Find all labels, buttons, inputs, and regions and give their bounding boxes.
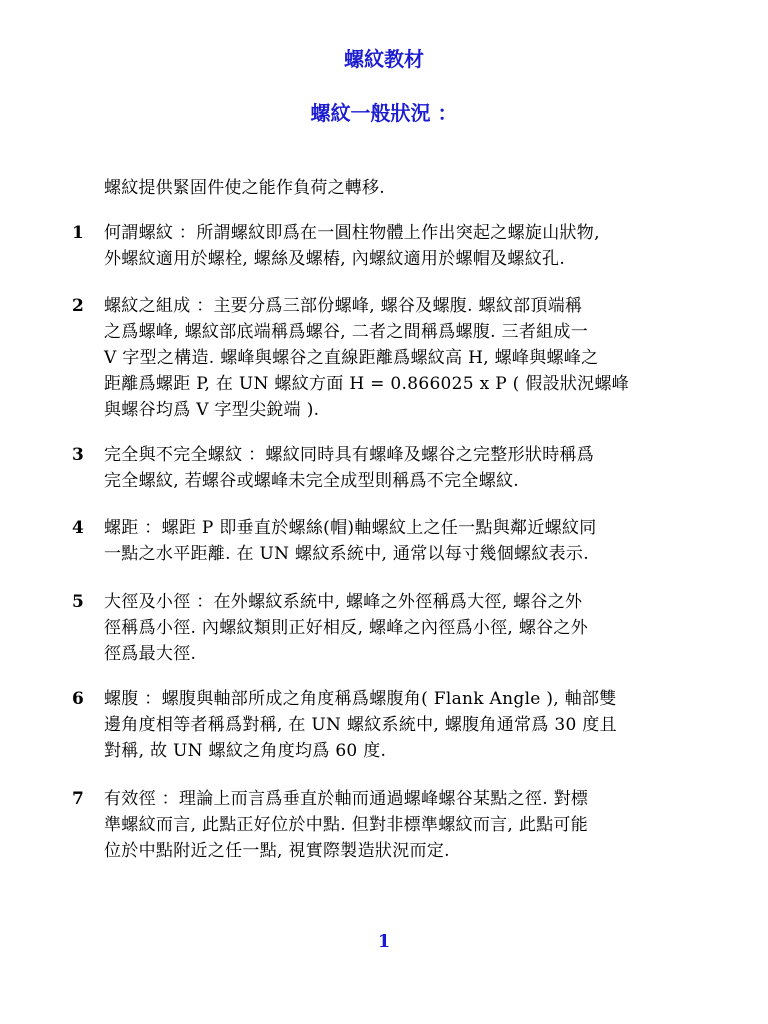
- item-text: [104, 589, 588, 667]
- section-heading: 螺紋一般狀況 ：: [310, 101, 458, 125]
- item-line: 一點之水平距離. 在 UN 螺紋系統中, 通常以每寸幾個螺紋表示.: [104, 544, 589, 564]
- item-number: 7: [72, 789, 84, 809]
- item-text: [104, 442, 594, 494]
- item-line: 有效徑 ：理論上而言爲垂直於軸而通過螺峰螺谷某點之徑. 對標: [104, 789, 589, 809]
- item-line: 完全與不完全螺紋 ：螺紋同時具有螺峰及螺谷之完整形狀時稱爲: [104, 445, 595, 465]
- item-line: 外螺紋適用於螺栓, 螺絲及螺樁, 內螺紋適用於螺帽及螺紋孔.: [104, 249, 566, 269]
- item-number: 6: [72, 689, 84, 709]
- item-line: 之爲螺峰, 螺紋部底端稱爲螺谷, 二者之間稱爲螺腹. 三者組成一: [104, 322, 589, 342]
- item-text: [104, 786, 588, 864]
- item-text: [104, 515, 597, 567]
- item-line: 螺紋之組成 ：主要分爲三部份螺峰, 螺谷及螺腹. 螺紋部頂端稱: [104, 296, 583, 316]
- item-text: [104, 686, 617, 764]
- item-line: 與螺谷均爲 V 字型尖銳端 ).: [104, 400, 320, 420]
- item-line: 完全螺紋, 若螺谷或螺峰未完全成型則稱爲不完全螺紋.: [104, 471, 520, 491]
- item-number: 5: [72, 592, 84, 612]
- page-number: 1: [377, 931, 391, 952]
- item-line: 準螺紋而言, 此點正好位於中點. 但對非標準螺紋而言, 此點可能: [104, 815, 589, 835]
- item-line: 位於中點附近之任一點, 視實際製造狀況而定.: [104, 841, 450, 861]
- item-number: 3: [72, 445, 84, 465]
- intro-paragraph: 螺紋提供緊固件使之能作負荷之轉移.: [104, 178, 385, 198]
- item-line: 何謂螺紋 ：所謂螺紋即爲在一圓柱物體上作出突起之螺旋山狀物,: [104, 223, 600, 243]
- document-title: 螺紋教材: [344, 47, 424, 71]
- item-text: [104, 220, 600, 272]
- item-number: 2: [72, 296, 84, 316]
- item-line: 徑稱爲小徑. 內螺紋類則正好相反, 螺峰之內徑爲小徑, 螺谷之外: [104, 618, 589, 638]
- item-line: 距離爲螺距 P, 在 UN 螺紋方面 H = 0.866025 x P ( 假設狀況螺峰: [104, 374, 630, 394]
- item-line: 螺腹 ：螺腹與軸部所成之角度稱爲螺腹角( Flank Angle ), 軸部雙: [104, 689, 617, 709]
- item-line: 對稱, 故 UN 螺紋之角度均爲 60 度.: [104, 741, 387, 761]
- item-text: [104, 293, 629, 423]
- item-number: 1: [72, 223, 84, 243]
- item-line: 徑爲最大徑.: [104, 644, 197, 664]
- item-line: V 字型之構造. 螺峰與螺谷之直線距離爲螺紋高 H, 螺峰與螺峰之: [104, 348, 599, 368]
- item-line: 螺距 ：螺距 P 即垂直於螺絲(帽)軸螺紋上之任一點與鄰近螺紋同: [104, 518, 597, 538]
- item-line: 邊角度相等者稱爲對稱, 在 UN 螺紋系統中, 螺腹角通常爲 30 度且: [104, 715, 617, 735]
- item-line: 大徑及小徑 ：在外螺紋系統中, 螺峰之外徑稱爲大徑, 螺谷之外: [104, 592, 583, 612]
- item-number: 4: [72, 518, 84, 538]
